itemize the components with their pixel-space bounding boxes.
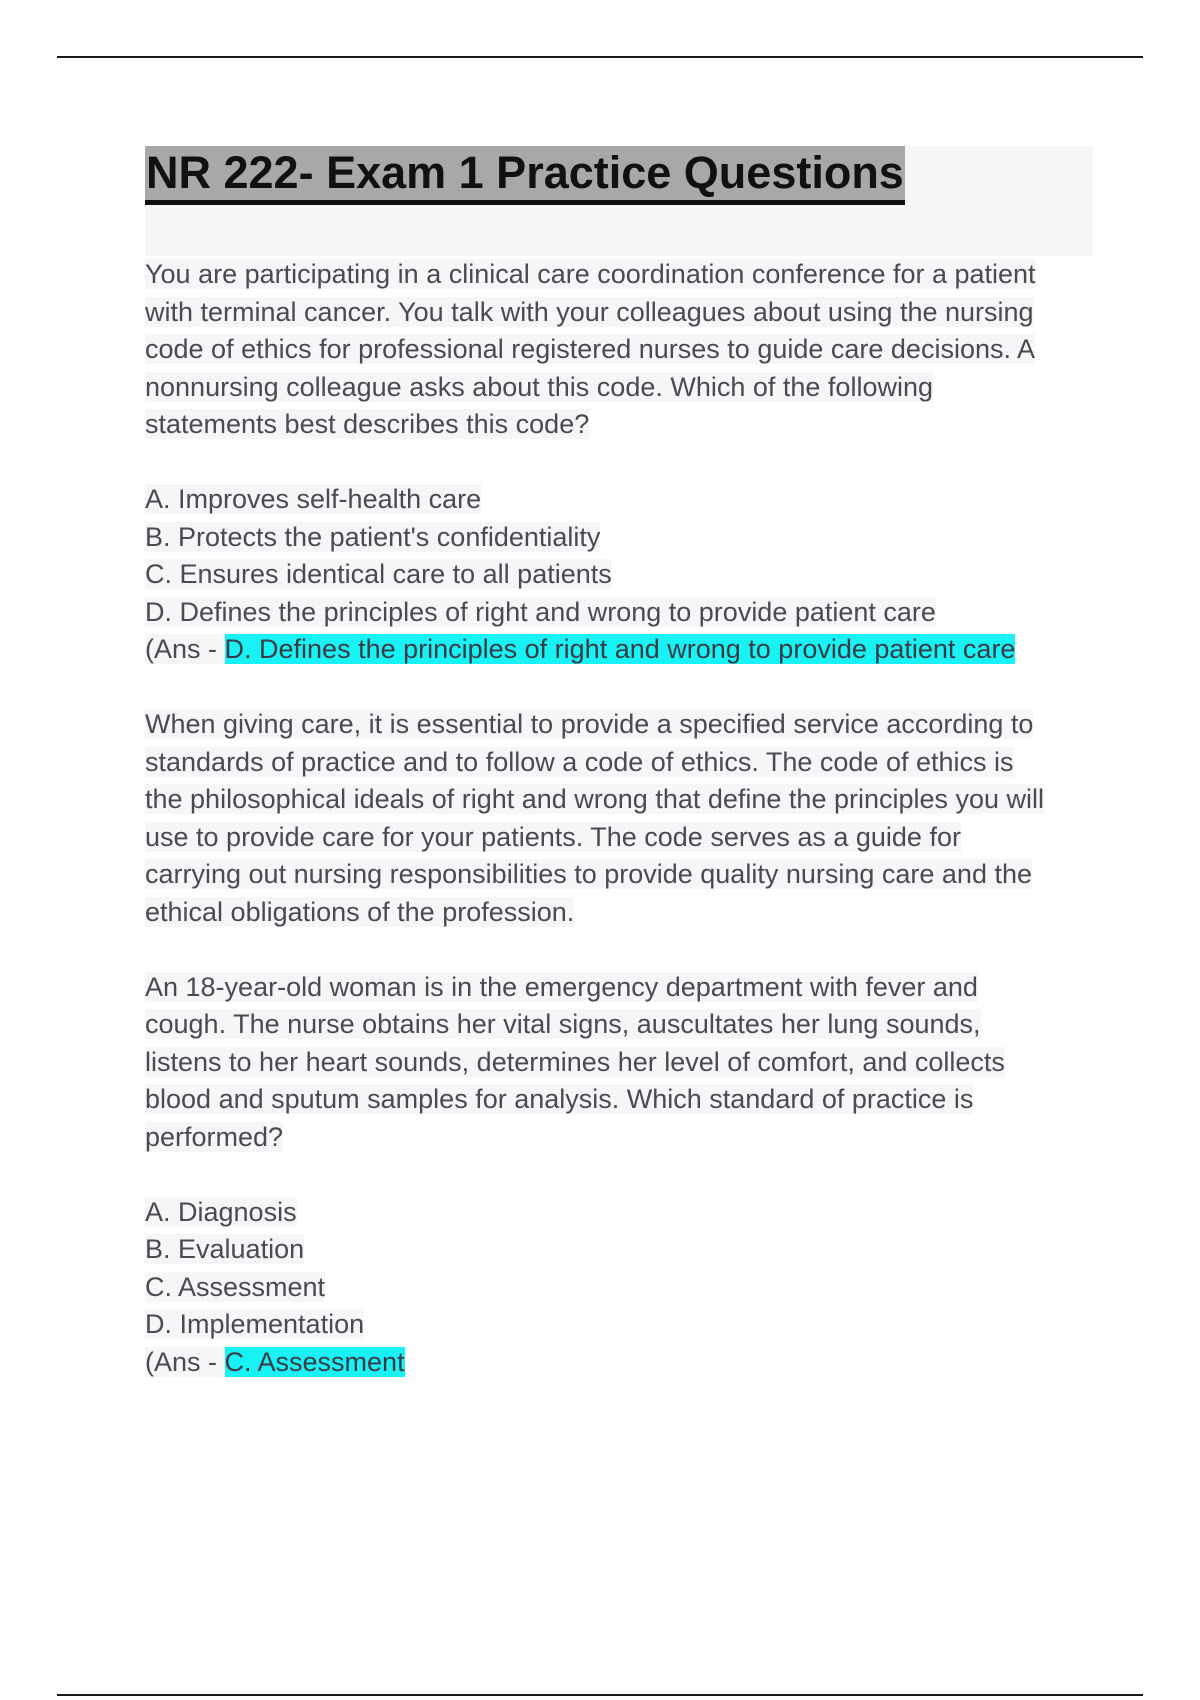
stem-line: blood and sputum samples for analysis. Which standard of practice is [145,1084,974,1114]
page-title: NR 222- Exam 1 Practice Questions [145,146,905,205]
answer-line [145,1344,1093,1382]
answer-options [145,481,1093,669]
answer-line [145,631,1093,669]
rationale-line: the philosophical ideals of right and wrong that define the principles you will [145,784,1045,814]
answer-highlight: C. Assessment [224,1346,405,1377]
title-band [145,146,1093,256]
option-a: A. Improves self-health care [145,484,482,514]
stem-line: An 18-year-old woman is in the emergency department with fever and [145,971,978,1002]
rationale [145,706,1093,931]
question-1 [145,256,1093,931]
option-b: B. Protects the patient's confidentiality [145,521,601,552]
answer-prefix: (Ans - [145,634,225,664]
stem-line: statements best describes this code? [145,409,590,439]
rationale-line: When giving care, it is essential to provide a specified service according to [145,709,1034,739]
answer-prefix: (Ans - [145,1346,225,1377]
question-2 [145,969,1093,1382]
option-d: D. Defines the principles of right and wrong to provide patient care [145,596,936,627]
rationale-line: standards of practice and to follow a code of ethics. The code of ethics is [145,746,1014,777]
stem-line: nonnursing colleague asks about this code. Which of the following [145,371,933,402]
option-c: C. Assessment [145,1271,326,1302]
answer-highlight: D. Defines the principles of right and wrong to provide patient care [224,634,1016,664]
stem-line: with terminal cancer. You talk with your colleagues about using the nursing [145,296,1034,327]
stem-line: performed? [145,1121,284,1152]
top-rule [57,56,1143,58]
document-body [145,146,1093,1381]
option-c: C. Ensures identical care to all patients [145,559,612,589]
option-a: A. Diagnosis [145,1196,297,1227]
rationale-line: carrying out nursing responsibilities to provide quality nursing care and the [145,859,1032,889]
option-b: B. Evaluation [145,1234,305,1264]
bottom-rule [57,1694,1143,1696]
stem-line: code of ethics for professional registered nurses to guide care decisions. A [145,334,1035,364]
stem-line: listens to her heart sounds, determines her level of comfort, and collects [145,1046,1005,1077]
question-stem [145,969,1093,1157]
answer-options [145,1194,1093,1382]
question-stem [145,256,1093,444]
rationale-line: use to provide care for your patients. The code serves as a guide for [145,821,961,852]
stem-line: cough. The nurse obtains her vital signs, auscultates her lung sounds, [145,1009,981,1039]
stem-line: You are participating in a clinical care coordination conference for a patient [145,259,1036,289]
rationale-line: ethical obligations of the profession. [145,896,575,927]
option-d: D. Implementation [145,1309,365,1339]
